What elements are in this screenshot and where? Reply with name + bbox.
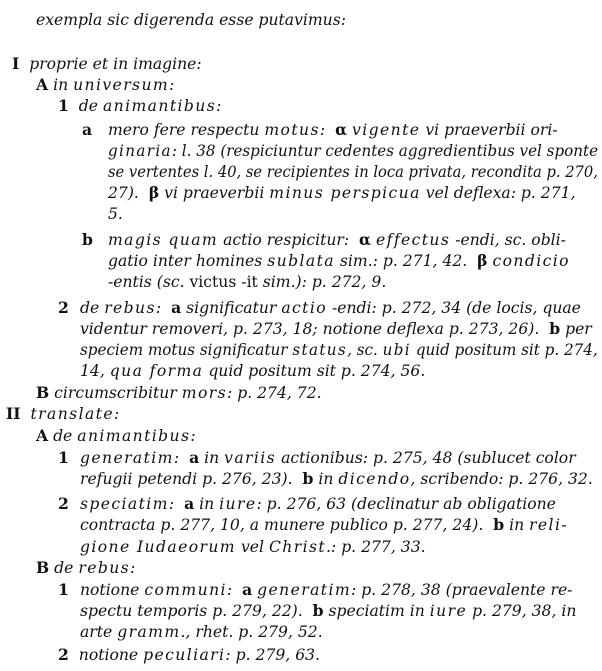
- section-I-A-pre: in: [53, 76, 69, 94]
- section-II-B-2-line: [58, 645, 320, 665]
- section-I-A-2-line-3: [80, 340, 598, 360]
- greek-mark: β: [148, 183, 160, 202]
- text-run: .: p. 277, 33.: [326, 538, 426, 556]
- text-run: actio respicitur:: [223, 231, 350, 249]
- text-run: sim.): p. 272, 9.: [262, 273, 387, 291]
- spaced-term: ginaria: [108, 142, 172, 160]
- section-I-B-mark: B: [36, 383, 50, 402]
- text-run: mero fere respectu: [108, 121, 260, 139]
- text-run: notione: [80, 581, 140, 599]
- spaced-term: reli-: [529, 516, 569, 534]
- sub-mark: a: [189, 448, 200, 467]
- text-run: 14,: [80, 362, 105, 380]
- section-II-B-heading: [36, 558, 135, 578]
- spaced-term: communi: [144, 581, 227, 599]
- spaced-term: ubi: [382, 341, 412, 359]
- text-run: :: [130, 559, 136, 577]
- section-I-A-term: universum: [73, 76, 170, 94]
- spaced-term: peculiari: [143, 646, 226, 664]
- text-run: vi praeverbii ori-: [425, 121, 558, 139]
- text-run: , scribendo: p. 276, 32.: [410, 470, 593, 488]
- text-run: :: [190, 427, 196, 445]
- text-run: in: [509, 516, 525, 534]
- sub-mark: b: [549, 319, 561, 338]
- section-I-A-1-b-line-1: [108, 230, 566, 250]
- section-II-A-2-line-2: [80, 515, 568, 535]
- section-I-A-1-a-line-3: [108, 162, 598, 182]
- section-I-A-2-line-2: [80, 319, 592, 339]
- section-I-A-1-a-mark: a: [82, 120, 93, 139]
- greek-mark: α: [359, 230, 372, 249]
- spaced-term: status: [292, 341, 348, 359]
- section-I-A-2-line-1: [80, 298, 581, 318]
- section-II-A-2-mark: 2: [58, 494, 69, 513]
- section-I-A-2-line-4: [80, 361, 425, 381]
- text-run: -endi: p. 272, 34 (de locis, quae: [332, 299, 581, 317]
- spaced-term: motus: [264, 121, 320, 139]
- spaced-term: rebus: [78, 559, 131, 577]
- section-I-mark: I: [12, 54, 20, 73]
- roman-run: victus -it: [189, 273, 258, 291]
- text-run: :: [226, 581, 233, 599]
- section-II-A-2-mark-wrap: [58, 494, 69, 514]
- section-II-B-1-line-2: [80, 601, 576, 621]
- sub-mark: b: [493, 515, 505, 534]
- text-run: : p. 278, 38 (praevalente re-: [351, 581, 573, 599]
- text-run: refugii petendi p. 276, 23).: [80, 470, 293, 488]
- section-I-A-1-heading: [58, 96, 221, 116]
- section-II-colon: :: [113, 405, 120, 423]
- section-II-A-2-line-1: [80, 494, 556, 514]
- intro-line: [36, 10, 346, 30]
- spaced-term: generatim: [257, 581, 352, 599]
- text-run: quid positum sit p. 274, 56.: [208, 362, 426, 380]
- section-II-B-mark: B: [36, 558, 50, 577]
- text-run: ., rhet. p. 279, 52.: [180, 623, 323, 641]
- spaced-term: generatim: [80, 449, 174, 467]
- section-II-A-1-mark: 1: [58, 448, 69, 467]
- text-run: actionibus: p. 275, 48 (sublucet color: [281, 449, 576, 467]
- text-run: :: [173, 449, 180, 467]
- spaced-term: minus perspicua: [269, 184, 421, 202]
- text-run: 27).: [108, 184, 139, 202]
- section-I-A-1-mark: 1: [58, 96, 69, 115]
- section-II-B-1-line-1: [80, 580, 572, 600]
- section-I-A-heading: [36, 75, 174, 95]
- section-II-heading: [6, 404, 119, 424]
- section-I-A-1-term: animantibus: [102, 97, 217, 115]
- text-run: :: [319, 121, 326, 139]
- spaced-term: variis: [224, 449, 277, 467]
- section-I-A-2-mark: 2: [58, 298, 69, 317]
- text-run: quid positum sit p. 274,: [415, 341, 598, 359]
- section-II-A-mark: A: [36, 426, 49, 445]
- text-run: : p. 279, 63.: [225, 646, 321, 664]
- section-I-A-1-a-line-5: [108, 204, 123, 224]
- text-run: notione: [78, 646, 139, 664]
- spaced-term: sublata: [267, 252, 335, 270]
- section-II-B-1-mark: 1: [58, 580, 69, 599]
- text-run: sim.: p. 271, 42.: [339, 252, 468, 270]
- text-run: se vertentes l. 40, se recipientes in loca privata, recondita p. 270,: [108, 163, 598, 181]
- text-run: vel: [240, 538, 264, 556]
- section-I-heading: [12, 54, 202, 74]
- sub-mark: a: [171, 298, 182, 317]
- text-run: speciatim in: [328, 602, 425, 620]
- text-run: : p. 274, 72.: [227, 384, 322, 402]
- text-run: : p. 276, 63 (declinatur ab obligatione: [256, 495, 556, 513]
- spaced-term: iure: [429, 602, 468, 620]
- spaced-term: effectus: [376, 231, 451, 249]
- spaced-term: mors: [181, 384, 228, 402]
- section-I-A-1-b-mark: b: [82, 230, 93, 249]
- section-I-A-2-mark-wrap: [58, 298, 69, 318]
- section-I-A-1-b-mark-wrap: [82, 230, 93, 250]
- section-II-B-1-line-3: [80, 622, 323, 642]
- spaced-term: rebus: [104, 299, 156, 317]
- section-I-A-1-a-line-4: [108, 183, 576, 203]
- text-run: speciem motus significatur: [80, 341, 288, 359]
- section-II-A-1-mark-wrap: [58, 448, 69, 468]
- spaced-term: vigente: [352, 121, 421, 139]
- spaced-term: condicio: [492, 252, 570, 270]
- spaced-term: Christ: [268, 538, 327, 556]
- greek-mark: α: [335, 120, 348, 139]
- text-run: videntur removeri, p. 273, 18; notione deflexa p. 273, 26).: [80, 320, 540, 338]
- text-run: circumscribitur: [54, 384, 177, 402]
- spaced-term: qua forma: [109, 362, 204, 380]
- text-run: de: [80, 299, 100, 317]
- intro-text: exempla sic digerenda esse putavimus:: [36, 11, 346, 29]
- section-I-label: proprie et in imagine:: [29, 55, 202, 73]
- section-I-A-colon: :: [169, 76, 175, 94]
- text-run: arte: [80, 623, 113, 641]
- text-run: -endi, sc. obli-: [455, 231, 566, 249]
- section-I-A-1-pre: de: [78, 97, 98, 115]
- section-II-A-heading: [36, 426, 196, 446]
- text-run: in: [199, 495, 215, 513]
- section-I-B-line: [36, 383, 322, 403]
- section-I-A-1-a-line-2: [108, 141, 598, 161]
- text-run: de: [53, 427, 73, 445]
- text-run: :: [168, 495, 175, 513]
- text-run: -entis (sc.: [108, 273, 185, 291]
- text-run: spectu temporis p. 279, 22).: [80, 602, 303, 620]
- text-run: p. 279, 38, in: [472, 602, 577, 620]
- spaced-term: magis quam: [108, 231, 219, 249]
- spaced-term: gione Iudaeorum: [80, 538, 236, 556]
- greek-mark: β: [477, 251, 488, 270]
- spaced-term: gramm: [117, 623, 181, 641]
- text-run: 5.: [108, 205, 123, 223]
- section-II-mark: II: [6, 404, 21, 423]
- section-II-A-1-line-2: [80, 469, 593, 489]
- sub-mark: a: [242, 580, 253, 599]
- section-I-A-1-b-line-3: [108, 272, 386, 292]
- text-run: de: [54, 559, 74, 577]
- spaced-term: actio: [281, 299, 328, 317]
- text-run: vel deflexa: p. 271,: [425, 184, 576, 202]
- text-run: contracta p. 277, 10, a munere publico p. 277, 24).: [80, 516, 484, 534]
- text-run: in: [318, 470, 334, 488]
- section-II-B-1-mark-wrap: [58, 580, 69, 600]
- text-run: significatur: [186, 299, 277, 317]
- spaced-term: iure: [219, 495, 257, 513]
- text-run: gatio inter homines: [108, 252, 263, 270]
- section-I-A-1-a-mark-wrap: [82, 120, 92, 140]
- section-I-A-1-a-line-1: [108, 120, 558, 140]
- sub-mark: b: [312, 601, 324, 620]
- text-run: vi praeverbii: [164, 184, 265, 202]
- spaced-term: animantibus: [77, 427, 191, 445]
- sub-mark: b: [302, 469, 314, 488]
- sub-mark: a: [184, 494, 195, 513]
- section-I-A-1-b-line-2: [108, 251, 570, 271]
- section-II-term: translate: [30, 405, 114, 423]
- section-II-A-2-line-3: [80, 537, 426, 557]
- text-run: , sc.: [347, 341, 378, 359]
- section-II-B-2-mark: 2: [58, 645, 69, 664]
- text-run: :: [155, 299, 162, 317]
- text-run: in: [204, 449, 220, 467]
- section-I-A-mark: A: [36, 75, 49, 94]
- section-I-A-1-colon: :: [216, 97, 222, 115]
- spaced-term: speciatim: [80, 495, 169, 513]
- text-run: : l. 38 (respiciuntur cedentes aggredientibus vel sponte: [171, 142, 599, 160]
- section-II-A-1-line-1: [80, 448, 576, 468]
- spaced-term: dicendo: [338, 470, 411, 488]
- text-run: per: [565, 320, 592, 338]
